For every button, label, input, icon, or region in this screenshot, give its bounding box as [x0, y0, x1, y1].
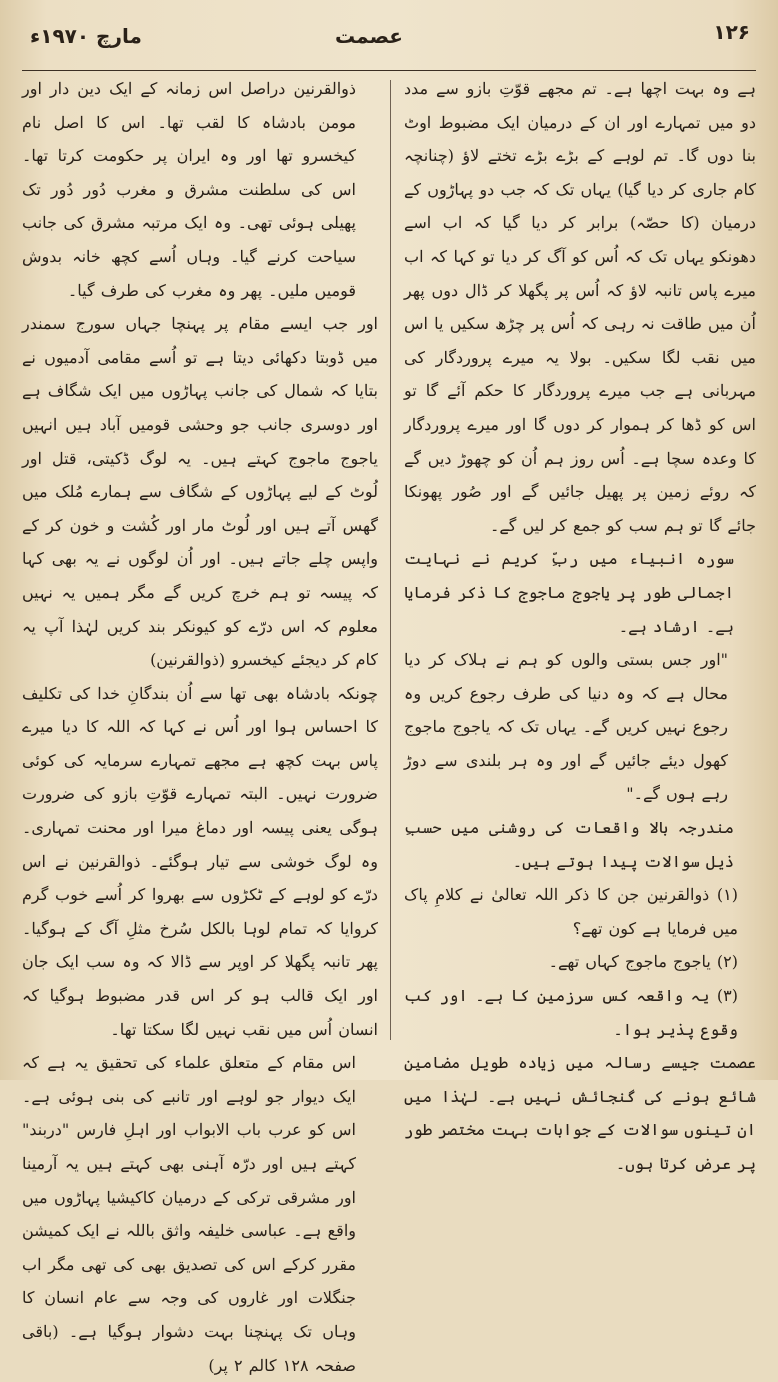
paragraph: سورہ انبیاء میں ربِّ کریم نے نہایت اجمالی طور پر یاجوج ماجوج کا ذکر فرمایا ہے۔ ارشاد ہے۔: [404, 549, 734, 636]
right-column: [404, 72, 756, 1181]
paragraph: ذوالقرنین دراصل اس زمانہ کے ایک دین دار اور مومن بادشاہ کا لقب تھا۔ اس کا اصل نام کیخسرو تھا اور وہ ایران پر حکومت کرتا تھا۔ اس کی سلطنت مشرق و مغرب دُور دُور تک پھیلی ہوئی تھی۔ وہ ایک مرتبہ مشرق کی جانب سیاحت کرنے گیا۔ وہاں اُسے کچھ خانہ بدوش قومیں ملیں۔ پھر وہ مغرب کی طرف گیا۔: [22, 79, 356, 300]
paragraph: مندرجہ بالا واقعات کی روشنی میں حسبِ ذیل سوالات پیدا ہوتے ہیں۔: [404, 818, 734, 871]
closing-paragraph: عصمت جیسے رسالہ میں زیادہ طویل مضامین شائع ہونے کی گنجائش نہیں ہے۔ لہٰذا میں ان تینوں سوالات کے جوابات بہت مختصر طور پر عرض کرتا ہوں۔: [404, 1053, 756, 1173]
page-header: [0, 18, 778, 68]
header-rule: [22, 70, 756, 71]
question-item: (۲) یاجوج ماجوج کہاں تھے۔: [548, 952, 738, 972]
page-number: ۱۲۶: [713, 20, 750, 44]
question-item: (۳) یہ واقعہ کس سرزمین کا ہے۔ اور کب وقوع پذیر ہوا۔: [404, 986, 738, 1039]
question-item: (۱) ذوالقرنین جن کا ذکر اللہ تعالیٰ نے کلامِ پاک میں فرمایا ہے کون تھے؟: [404, 885, 738, 938]
paragraph: چونکہ بادشاہ بھی تھا سے اُن بندگانِ خدا کی تکلیف کا احساس ہوا اور اُس نے کہا کہ اللہ کا دیا میرے پاس بہت کچھ ہے مجھے تمہارے سرمایہ کی کوئی ضرورت نہیں۔ البتہ تمہارے قوّتِ بازو کی ضرورت ہوگی یعنی پیسہ اور دماغ میرا اور محنت تمہاری۔ وہ لوگ خوشی سے تیار ہوگئے۔ ذوالقرنین نے اس درّے کو لوہے کے ٹکڑوں سے بھروا کر اُسے خوب گرم کروایا کہ تمام لوہا بالکل سُرخ مثلِ آگ کے ہوگیا۔ پھر تانبہ پگھلا کر اوپر سے ڈالا کہ وہ سب ایک جان اور ایک قالب ہو کر اس قدر مضبوط ہوگیا کہ انسان اُس میں نقب نہیں لگا سکتا تھا۔: [22, 683, 378, 1039]
issue-date: مارچ ۱۹۷۰ء: [30, 24, 142, 48]
paragraph: اس مقام کے متعلق علماء کی تحقیق یہ ہے کہ ایک دیوار جو لوہے اور تانبے کی بنی ہوئی ہے۔ اس کو عرب باب الابواب اور اہلِ فارس "دربند" کہتے ہیں اور درّہ آہنی بھی کہتے ہیں یہ آرمینا اور مشرقی ترکی کے درمیان کاکیشیا پہاڑوں میں واقع ہے۔ عباسی خلیفہ واثق باللہ نے ایک کمیشن مقرر کرکے اس کی تصدیق بھی کی تھی مگر اب جنگلات اور غاروں کی وجہ سے عام انسان کا وہاں تک پہنچنا بہت دشوار ہوگیا ہے۔ (باقی صفحہ ۱۲۸ کالم ۲ پر): [22, 1053, 356, 1375]
paragraph: اور جب ایسے مقام پر پہنچا جہاں سورج سمندر میں ڈوبتا دکھائی دیتا ہے تو اُسے مقامی آدمیوں نے بتایا کہ شمال کی جانب پہاڑوں میں ایک شگاف ہے اور دوسری جانب جو وحشی قومیں آباد ہیں انہیں یاجوج ماجوج کہتے ہیں۔ یہ لوگ ڈکیتی، قتل اور لُوٹ کے لیے پہاڑوں کے شگاف سے ہمارے مُلک میں گھس آتے ہیں اور لُوٹ مار اور کُشت و خون کر کے واپس چلے جاتے ہیں۔ اور اُن لوگوں نے یہ بھی کہا کہ پیسہ تو ہم خرچ کریں گے مگر ہمیں یہ نہیں معلوم کہ اس درّے کو کیونکر بند کریں لہٰذا آپ یہ کام کر دیجئے کیخسرو (ذوالقرنین): [22, 314, 378, 670]
magazine-title: عصمت: [335, 24, 403, 48]
column-divider: [390, 80, 391, 1040]
paragraph: ہے وہ بہت اچھا ہے۔ تم مجھے قوّتِ بازو سے مدد دو میں تمہارے اور ان کے درمیان ایک مضبوط اوٹ بنا دوں گا۔ تم لوہے کے بڑے بڑے تختے لاؤ (چنانچہ کام جاری کر دیا گیا) یہاں تک کہ جب دو پہاڑوں کے درمیان (کا حصّہ) برابر کر دیا گیا کہ اب اسے دھونکو یہاں تک کہ اُس کو آگ کر دیا تو کہا کہ اب میرے پاس تانبہ لاؤ کہ اُس پر پگھلا کر ڈال دوں پھر اُن میں طاقت نہ رہی کہ اُس پر چڑھ سکیں یا اس میں نقب لگا سکیں۔ بولا یہ میرے پروردگار کی مہربانی ہے جب میرے پروردگار کا حکم آئے گا تو اس کو ڈھا کر ہموار کر دوں گا اور میرے پروردگار کا وعدہ سچا ہے۔ اُس روز ہم اُن کو چھوڑ دیں گے کہ روئے زمین پر پھیل جائیں گے اور صُور پھونکا جائے گا تو ہم سب کو جمع کر لیں گے۔: [404, 79, 756, 535]
quran-quote: "اور جس بستی والوں کو ہم نے ہلاک کر دیا محال ہے کہ وہ دنیا کی طرف رجوع کریں وہ رجوع نہیں کریں گے۔ یہاں تک کہ یاجوج ماجوج کھول دیئے جائیں گے اور وہ ہر بلندی سے دوڑ رہے ہوں گے۔": [404, 650, 728, 804]
left-column: [22, 72, 378, 1382]
